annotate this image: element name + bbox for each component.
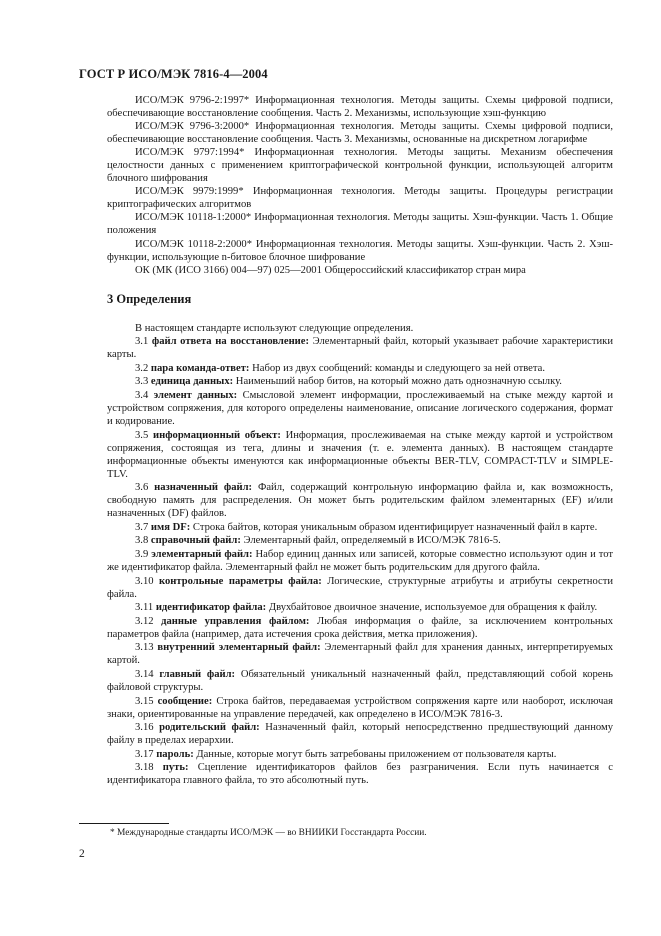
definition-item — [107, 521, 613, 534]
definition-number: 3.9 — [135, 549, 149, 560]
definition-number: 3.8 — [135, 535, 149, 547]
definition-text: Наименьший набор битов, на который можно дать однозначную ссылку. — [233, 376, 562, 388]
definition-term: единица данных: — [150, 376, 234, 388]
definition-text: Обязательный уникальный назначенный файл, представляющий собой корень файловой структуры. — [107, 668, 613, 693]
definition-text: Файл, содержащий контрольную информацию файла и, как возможность, свободную память для распределения. Он может быть родительским файлом элементарных (EF) и/или назначенных (DF) файлов. — [107, 482, 614, 520]
section-intro: В настоящем стандарте используют следующие определения. — [135, 322, 414, 334]
definition-item — [107, 362, 613, 375]
definition-item — [107, 389, 613, 428]
definition-item — [107, 748, 613, 761]
page-number: 2 — [79, 848, 85, 860]
definition-text: Элементарный файл, который указывает рабочие характеристики карты. — [107, 336, 613, 361]
definition-text: Набор из двух сообщений: команды и следующего за ней ответа. — [249, 362, 545, 374]
definition-item — [107, 641, 613, 667]
definition-term: внутренний элементарный файл: — [157, 642, 321, 654]
definition-term: имя DF: — [150, 521, 191, 533]
reference-item: ИСО/МЭК 9796-2:1997* Информационная технология. Методы защиты. Схемы цифровой подписи, обеспечивающие восстановление сообщения. Часть 2. Механизмы, использующие хэш-функцию — [107, 95, 613, 120]
definition-number: 3.16 — [135, 722, 154, 734]
definition-number: 3.3 — [135, 376, 149, 388]
definition-term: пароль: — [156, 748, 194, 760]
definition-item — [107, 668, 613, 694]
definition-term: информационный объект: — [152, 429, 281, 441]
definition-number: 3.4 — [135, 389, 149, 401]
definition-item — [107, 761, 613, 787]
definition-number: 3.6 — [135, 482, 149, 494]
definition-item — [107, 601, 613, 614]
definition-text: Набор единиц данных или записей, которые совместно используют один и тот же идентификатор файла. Элементарный файл не может быть родительским для другого файла. — [107, 549, 614, 574]
definition-item — [107, 534, 613, 547]
definition-term: пара команда-ответ: — [150, 362, 250, 374]
definition-text: Двухбайтовое двоичное значение, используемое для обращения к файлу. — [266, 602, 598, 614]
definition-number: 3.15 — [135, 695, 154, 707]
definition-term: сообщение: — [157, 695, 213, 707]
definition-number: 3.5 — [135, 429, 149, 441]
definition-text: Назначенный файл, который непосредственно предшествующий данному файлу в пределах иерархии. — [107, 722, 613, 747]
definition-item — [107, 429, 613, 481]
definition-number: 3.12 — [135, 615, 154, 627]
definition-term: данные управления файлом: — [161, 615, 310, 627]
definition-number: 3.14 — [135, 668, 154, 680]
definition-number: 3.7 — [135, 521, 149, 533]
footnote-separator — [79, 823, 169, 824]
definition-item — [107, 615, 613, 641]
definition-number: 3.10 — [135, 575, 154, 587]
definition-term: главный файл: — [159, 668, 236, 680]
definitions-list — [107, 322, 613, 788]
definition-number: 3.11 — [135, 602, 154, 614]
definition-term: элементарный файл: — [151, 549, 253, 560]
definition-text: Элементарный файл для хранения данных, интерпретируемых картой. — [107, 642, 613, 667]
reference-item: ИСО/МЭК 9797:1994* Информационная технология. Методы защиты. Механизм обеспечения целостности данных с применением криптографической контрольной функции, использующей алгоритм блочного шифрования — [107, 147, 613, 185]
definition-term: справочный файл: — [150, 535, 241, 547]
reference-item: ИСО/МЭК 10118-2:2000* Информационная технология. Методы защиты. Хэш-функции. Часть 2. Хэш-функции, использующие n-битовое блочное шифрование — [107, 238, 613, 263]
definition-text: Данные, которые могут быть затребованы приложением от пользователя карты. — [193, 748, 557, 760]
definition-term: контрольные параметры файла: — [159, 575, 322, 587]
normative-references — [107, 94, 613, 277]
footnote: * Международные стандарты ИСО/МЭК — во ВНИИКИ Госстандарта России. — [110, 828, 427, 838]
definition-text: Сцепление идентификаторов файлов без разграничения. Если путь начинается с идентификатора главного файла, то это абсолютный путь. — [107, 762, 614, 787]
definition-text: Элементарный файл, определяемый в ИСО/МЭК 7816-5. — [240, 535, 501, 547]
definition-item — [107, 575, 613, 601]
definition-text: Любая информация о файле, за исключением контрольных параметров файла (например, дата истечения срока действия, метка приложения). — [107, 615, 614, 640]
definition-number: 3.13 — [135, 642, 154, 654]
definition-text: Информация, прослеживаемая на стыке между картой и устройством сопряжения, состоящая из тега, длины и значения (т. е. элемента данных). В настоящем стандарте информационные объекты именуются как информационные объекты BER-TLV, COMPACT-TLV и SIMPLE-TLV. — [107, 429, 614, 480]
definition-item — [107, 335, 613, 361]
definition-term: элемент данных: — [153, 389, 238, 401]
definition-item — [107, 481, 613, 520]
definition-text: Логические, структурные атрибуты и атрибуты секретности файла. — [107, 575, 614, 600]
section-title: 3 Определения — [107, 291, 192, 306]
definition-number: 3.17 — [135, 748, 154, 760]
definition-text: Строка байтов, передаваемая устройством сопряжения карте или наоборот, исключая знаки, ориентированные на управление передачей, как определено в ИСО/МЭК 7816-3. — [107, 695, 613, 720]
definition-text: Смысловой элемент информации, прослеживаемый на стыке между картой и устройством сопряжения, для которого определены наименование, описание логического содержания, формат и кодирование. — [107, 389, 613, 428]
definition-text: Строка байтов, которая уникальным образом идентифицирует назначенный файл в карте. — [190, 521, 598, 533]
definition-number: 3.1 — [135, 336, 149, 348]
reference-item: ИСО/МЭК 9796-3:2000* Информационная технология. Методы защиты. Схемы цифровой подписи, обеспечивающие восстановление сообщения. Часть 3. Механизмы, основанные на дискретном логарифме — [107, 121, 613, 146]
definition-term: идентификатор файла: — [155, 602, 267, 614]
document-header: ГОСТ Р ИСО/МЭК 7816-4—2004 — [79, 67, 268, 81]
definition-term: родительский файл: — [159, 722, 260, 734]
definition-item — [107, 721, 613, 747]
definition-term: путь: — [162, 762, 189, 774]
reference-item: ИСО/МЭК 10118-1:2000* Информационная технология. Методы защиты. Хэш-функции. Часть 1. Общие положения — [107, 212, 613, 237]
definitions-container — [107, 335, 613, 787]
definition-term: файл ответа на восстановление: — [151, 336, 310, 348]
body-text — [107, 94, 613, 788]
definition-number: 3.2 — [135, 362, 149, 374]
definition-item — [107, 548, 613, 574]
definition-item — [107, 695, 613, 721]
reference-item: ОК (МК (ИСО 3166) 004—97) 025—2001 Общероссийский классификатор стран мира — [135, 264, 526, 276]
definition-item — [107, 375, 613, 388]
reference-item: ИСО/МЭК 9979:1999* Информационная технология. Методы защиты. Процедуры регистрации криптографических алгоритмов — [107, 186, 613, 211]
definition-number: 3.18 — [135, 762, 154, 774]
definition-term: назначенный файл: — [154, 482, 253, 494]
